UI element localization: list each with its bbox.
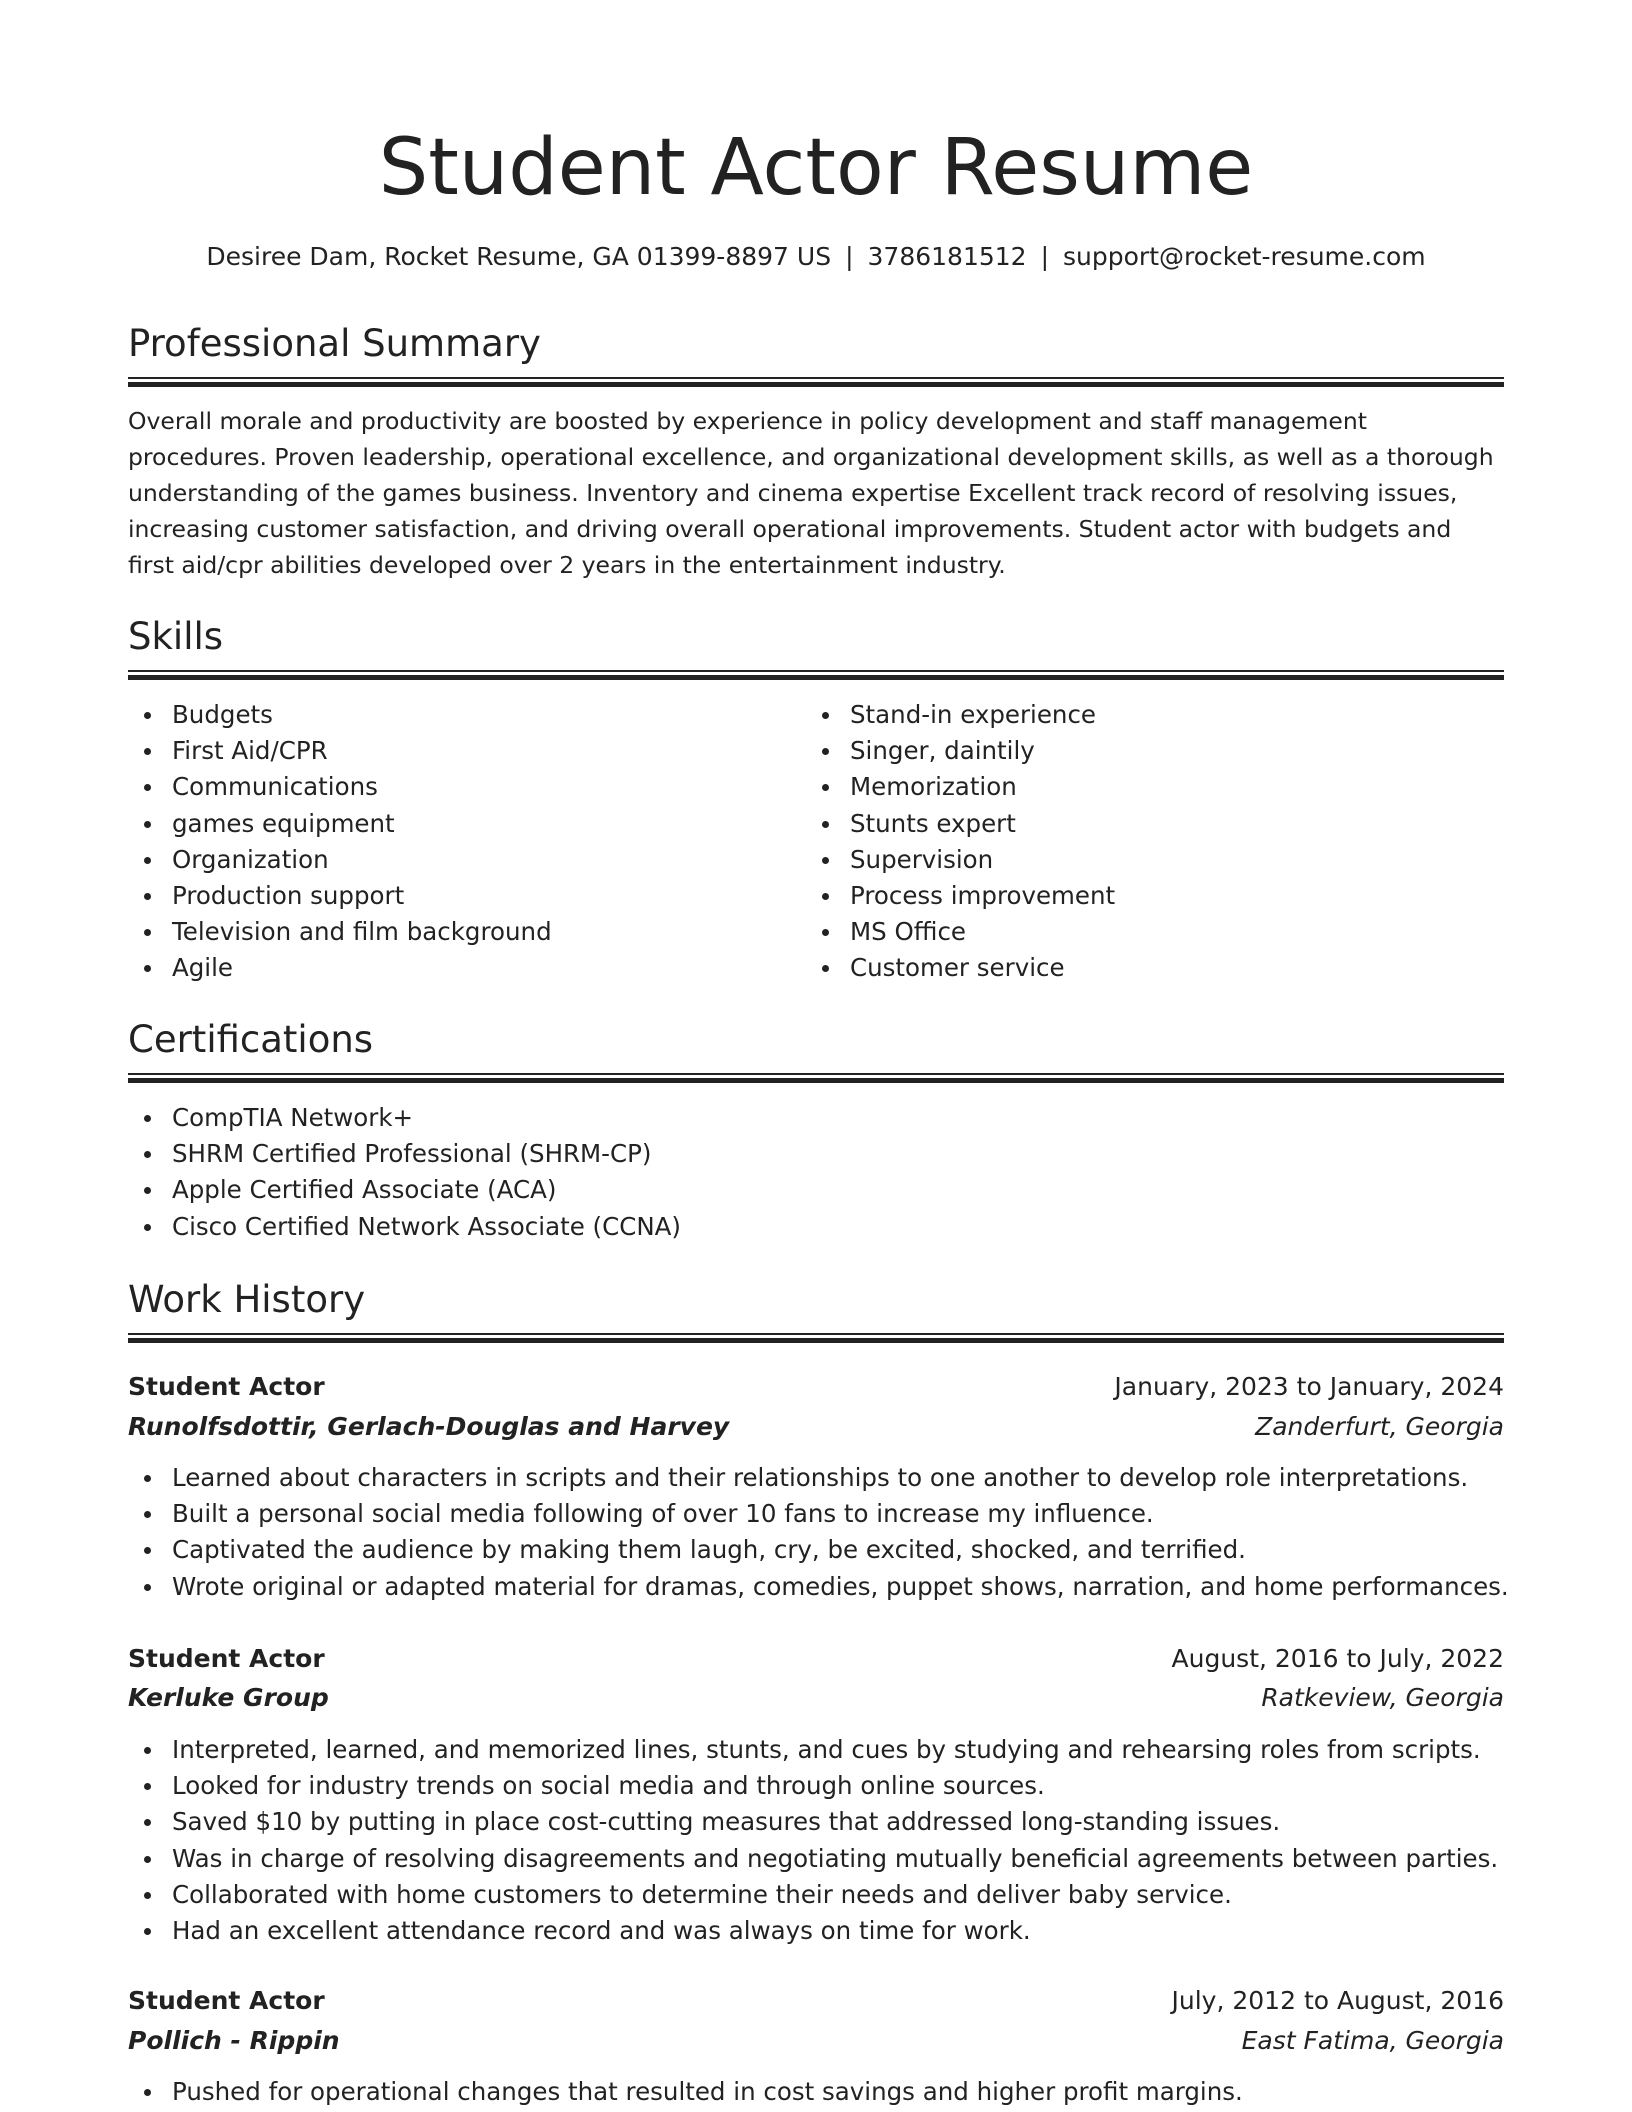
job-location: East Fatima, Georgia — [1241, 2026, 1504, 2055]
job-duty-item: Was in charge of resolving disagreements and negotiating mutually beneficial agreements between parties. — [128, 1841, 1504, 1877]
contact-separator: | — [845, 242, 854, 271]
job-header — [128, 1368, 1504, 1406]
job-duty-item: Looked for industry trends on social media and through online sources. — [128, 1768, 1504, 1804]
job-title: Student Actor — [128, 1986, 325, 2015]
skill-item: MS Office — [806, 914, 1504, 950]
contact-email: support@rocket-resume.com — [1063, 242, 1426, 271]
job-company: Runolfsdottir, Gerlach-Douglas and Harvey — [128, 1412, 730, 1441]
skill-item: Customer service — [806, 950, 1504, 986]
section-heading-summary: Professional Summary — [128, 322, 541, 365]
skill-item: Budgets — [128, 697, 806, 733]
job-duty-item: Wrote original or adapted material for dramas, comedies, puppet shows, narration, and home performances. — [128, 1569, 1504, 1605]
skill-item: games equipment — [128, 806, 806, 842]
section-divider — [128, 1073, 1504, 1083]
skill-item: Supervision — [806, 842, 1504, 878]
job-location: Zanderfurt, Georgia — [1255, 1412, 1504, 1441]
job-title: Student Actor — [128, 1644, 325, 1673]
job-duty-item: Had an excellent attendance record and was always on time for work. — [128, 1913, 1504, 1949]
job-subheader — [128, 1679, 1504, 1717]
job-dates: August, 2016 to July, 2022 — [1171, 1644, 1504, 1673]
job-subheader — [128, 2022, 1504, 2060]
skill-item: Organization — [128, 842, 806, 878]
job-duty-item: Collaborated with home customers to determine their needs and deliver baby service. — [128, 1877, 1504, 1913]
job-duty-item: Learned about characters in scripts and their relationships to one another to develop role interpretations. — [128, 1460, 1504, 1496]
skill-item: Memorization — [806, 769, 1504, 805]
section-divider — [128, 377, 1504, 387]
job-duty-item: Captivated the audience by making them laugh, cry, be excited, shocked, and terrified. — [128, 1532, 1504, 1568]
job-location: Ratkeview, Georgia — [1261, 1683, 1504, 1712]
job-duty-item: Pushed for operational changes that resulted in cost savings and higher profit margins. — [128, 2074, 1504, 2110]
skill-item: Television and film background — [128, 914, 806, 950]
skill-item: Agile — [128, 950, 806, 986]
section-heading-skills: Skills — [128, 615, 224, 658]
summary-text: Overall morale and productivity are boosted by experience in policy development and staff management procedures. Proven leadership, operational excellence, and organizational development skills, as well as a thorough understanding of the games business. Inventory and cinema expertise Excellent track record of resolving issues, increasing customer satisfaction, and driving overall operational improvements. Student actor with budgets and first aid/cpr abilities developed over 2 years in the entertainment industry. — [128, 407, 1494, 579]
job-company: Pollich - Rippin — [128, 2026, 340, 2055]
skill-item: Communications — [128, 769, 806, 805]
job-duty-item: Saved $10 by putting in place cost-cutting measures that addressed long-standing issues. — [128, 1804, 1504, 1840]
section-heading-work-history: Work History — [128, 1278, 366, 1321]
certification-item: Cisco Certified Network Associate (CCNA) — [128, 1209, 1504, 1245]
certification-item: SHRM Certified Professional (SHRM-CP) — [128, 1136, 1504, 1172]
skills-list-left — [128, 697, 806, 987]
certifications-list — [128, 1100, 1504, 1245]
section-divider — [128, 1333, 1504, 1343]
job-title: Student Actor — [128, 1372, 325, 1401]
job-company: Kerluke Group — [128, 1683, 329, 1712]
job-duties-list — [128, 1732, 1504, 1949]
skill-item: First Aid/CPR — [128, 733, 806, 769]
section-heading-certifications: Certifications — [128, 1018, 374, 1061]
job-duty-item: Interpreted, learned, and memorized lines, stunts, and cues by studying and rehearsing roles from scripts. — [128, 1732, 1504, 1768]
skill-item: Production support — [128, 878, 806, 914]
certification-item: CompTIA Network+ — [128, 1100, 1504, 1136]
job-header — [128, 1640, 1504, 1678]
skill-item: Stunts expert — [806, 806, 1504, 842]
job-duties-list — [128, 1460, 1509, 1605]
contact-phone: 3786181512 — [867, 242, 1027, 271]
contact-separator: | — [1040, 242, 1050, 271]
skills-list-right — [806, 697, 1504, 987]
job-duty-item: Built a personal social media following of over 10 fans to increase my influence. — [128, 1496, 1504, 1532]
section-divider — [128, 670, 1504, 680]
job-dates: July, 2012 to August, 2016 — [1171, 1986, 1504, 2015]
contact-address: Desiree Dam, Rocket Resume, GA 01399-8897 US — [206, 242, 832, 271]
page-title: Student Actor Resume — [378, 123, 1254, 213]
job-duties-list — [128, 2074, 1504, 2110]
contact-line — [128, 240, 1504, 274]
job-dates: January, 2023 to January, 2024 — [1114, 1372, 1504, 1401]
skill-item: Process improvement — [806, 878, 1504, 914]
job-subheader — [128, 1408, 1504, 1446]
certification-item: Apple Certified Associate (ACA) — [128, 1172, 1504, 1208]
skill-item: Stand-in experience — [806, 697, 1504, 733]
job-header — [128, 1982, 1504, 2020]
skill-item: Singer, daintily — [806, 733, 1504, 769]
